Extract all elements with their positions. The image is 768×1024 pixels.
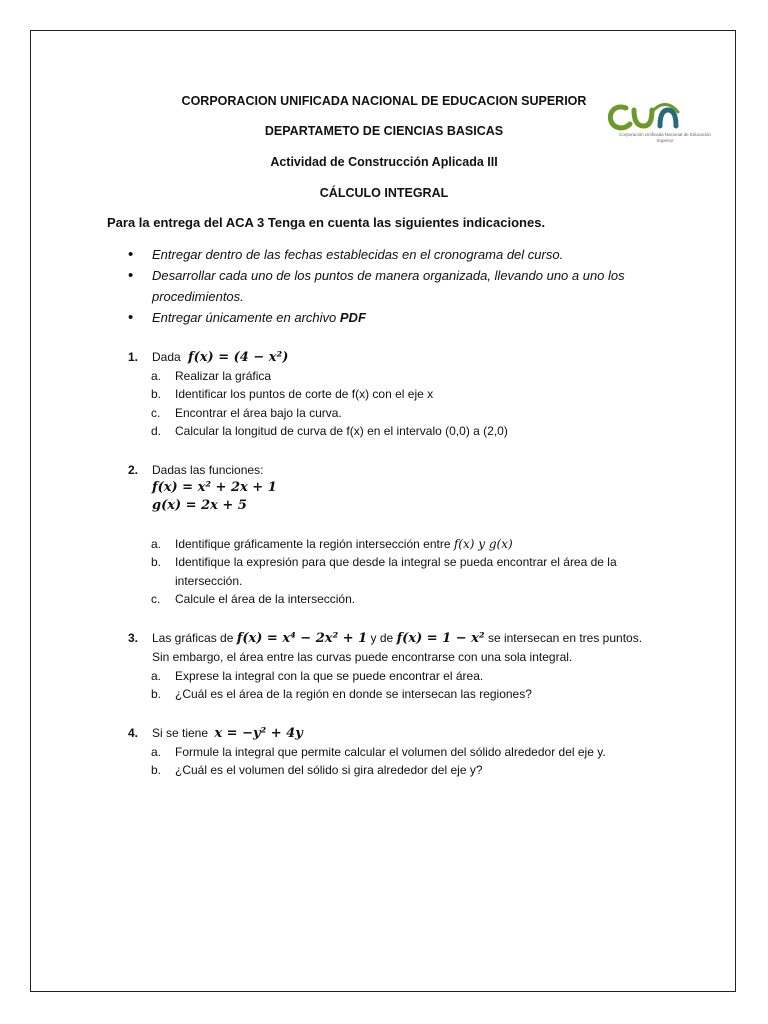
list-item: b. ¿Cuál es el área de la región en donde se intersecan las regiones? bbox=[151, 687, 532, 702]
list-item: c. Calcule el área de la intersección. bbox=[151, 591, 356, 606]
instruction-item: • Desarrollar cada uno de los puntos de manera organizada, llevando uno a uno los procedimientos. bbox=[128, 265, 688, 307]
q2-formula-g: g(x) = 2x + 5 bbox=[152, 498, 247, 513]
question-4: 4. Si se tiene x = −y² + 4y bbox=[128, 726, 303, 741]
list-item: b. Identificar los puntos de corte de f(x) con el eje x bbox=[151, 387, 434, 402]
institution-title: CORPORACION UNIFICADA NACIONAL DE EDUCACION SUPERIOR bbox=[181, 94, 587, 108]
q3-formula-1: f(x) = x⁴ − 2x² + 1 bbox=[236, 631, 368, 646]
list-item: a. Realizar la gráfica bbox=[151, 369, 272, 383]
activity-title: Actividad de Construcción Aplicada III bbox=[270, 155, 498, 169]
question-2: 2. Dadas las funciones: bbox=[128, 463, 264, 477]
list-item: a. Exprese la integral con la que se puede encontrar el área. bbox=[151, 669, 484, 683]
list-item: d. Calcular la longitud de curva de f(x) en el intervalo (0,0) a (2,0) bbox=[151, 423, 508, 438]
question-2-items bbox=[151, 535, 651, 608]
course-title: CÁLCULO INTEGRAL bbox=[319, 186, 449, 200]
q2-formula-f: f(x) = x² + 2x + 1 bbox=[152, 480, 277, 495]
question-4-items bbox=[151, 743, 671, 780]
department-title: DEPARTAMETO DE CIENCIAS BASICAS bbox=[264, 124, 504, 138]
q3-formula-2: f(x) = 1 − x² bbox=[396, 631, 485, 646]
q4-formula: x = −y² + 4y bbox=[214, 726, 303, 741]
question-3: 3. Las gráficas de f(x) = x⁴ − 2x² + 1 y de f(x) = 1 − x² se intersecan en tres puntos. bbox=[128, 631, 643, 646]
list-item: b. ¿Cuál es el volumen del sólido si gira alrededor del eje y? bbox=[151, 763, 483, 778]
instruction-item: • Entregar únicamente en archivo PDF bbox=[128, 307, 688, 328]
list-item: b. Identifique la expresión para que desde la integral se pueda encontrar el área de la intersección. bbox=[151, 555, 617, 588]
list-item: c. Encontrar el área bajo la curva. bbox=[151, 405, 342, 420]
question-1-items bbox=[151, 367, 671, 440]
intro-text: Para la entrega del ACA 3 Tenga en cuenta las siguientes indicaciones. bbox=[107, 215, 546, 230]
q1-formula: f(x) = (4 − x²) bbox=[188, 350, 289, 365]
logo-subtitle: Corporación Unificada Nacional de Educación Superior bbox=[619, 132, 711, 143]
question-1: 1. Dada f(x) = (4 − x²) bbox=[128, 350, 289, 365]
page-border bbox=[30, 30, 736, 992]
question-3-line2: Sin embargo, el área entre las curvas puede encontrarse con una sola integral. bbox=[152, 650, 573, 664]
instruction-item: • Entregar dentro de las fechas establecidas en el cronograma del curso. bbox=[128, 244, 688, 265]
list-item: a. Identifique gráficamente la región intersección entre f(x) y g(x) bbox=[151, 537, 513, 551]
list-item: a. Formule la integral que permite calcular el volumen del sólido alrededor del eje y. bbox=[151, 745, 606, 759]
question-3-items bbox=[151, 667, 671, 704]
instruction-list bbox=[128, 244, 688, 328]
